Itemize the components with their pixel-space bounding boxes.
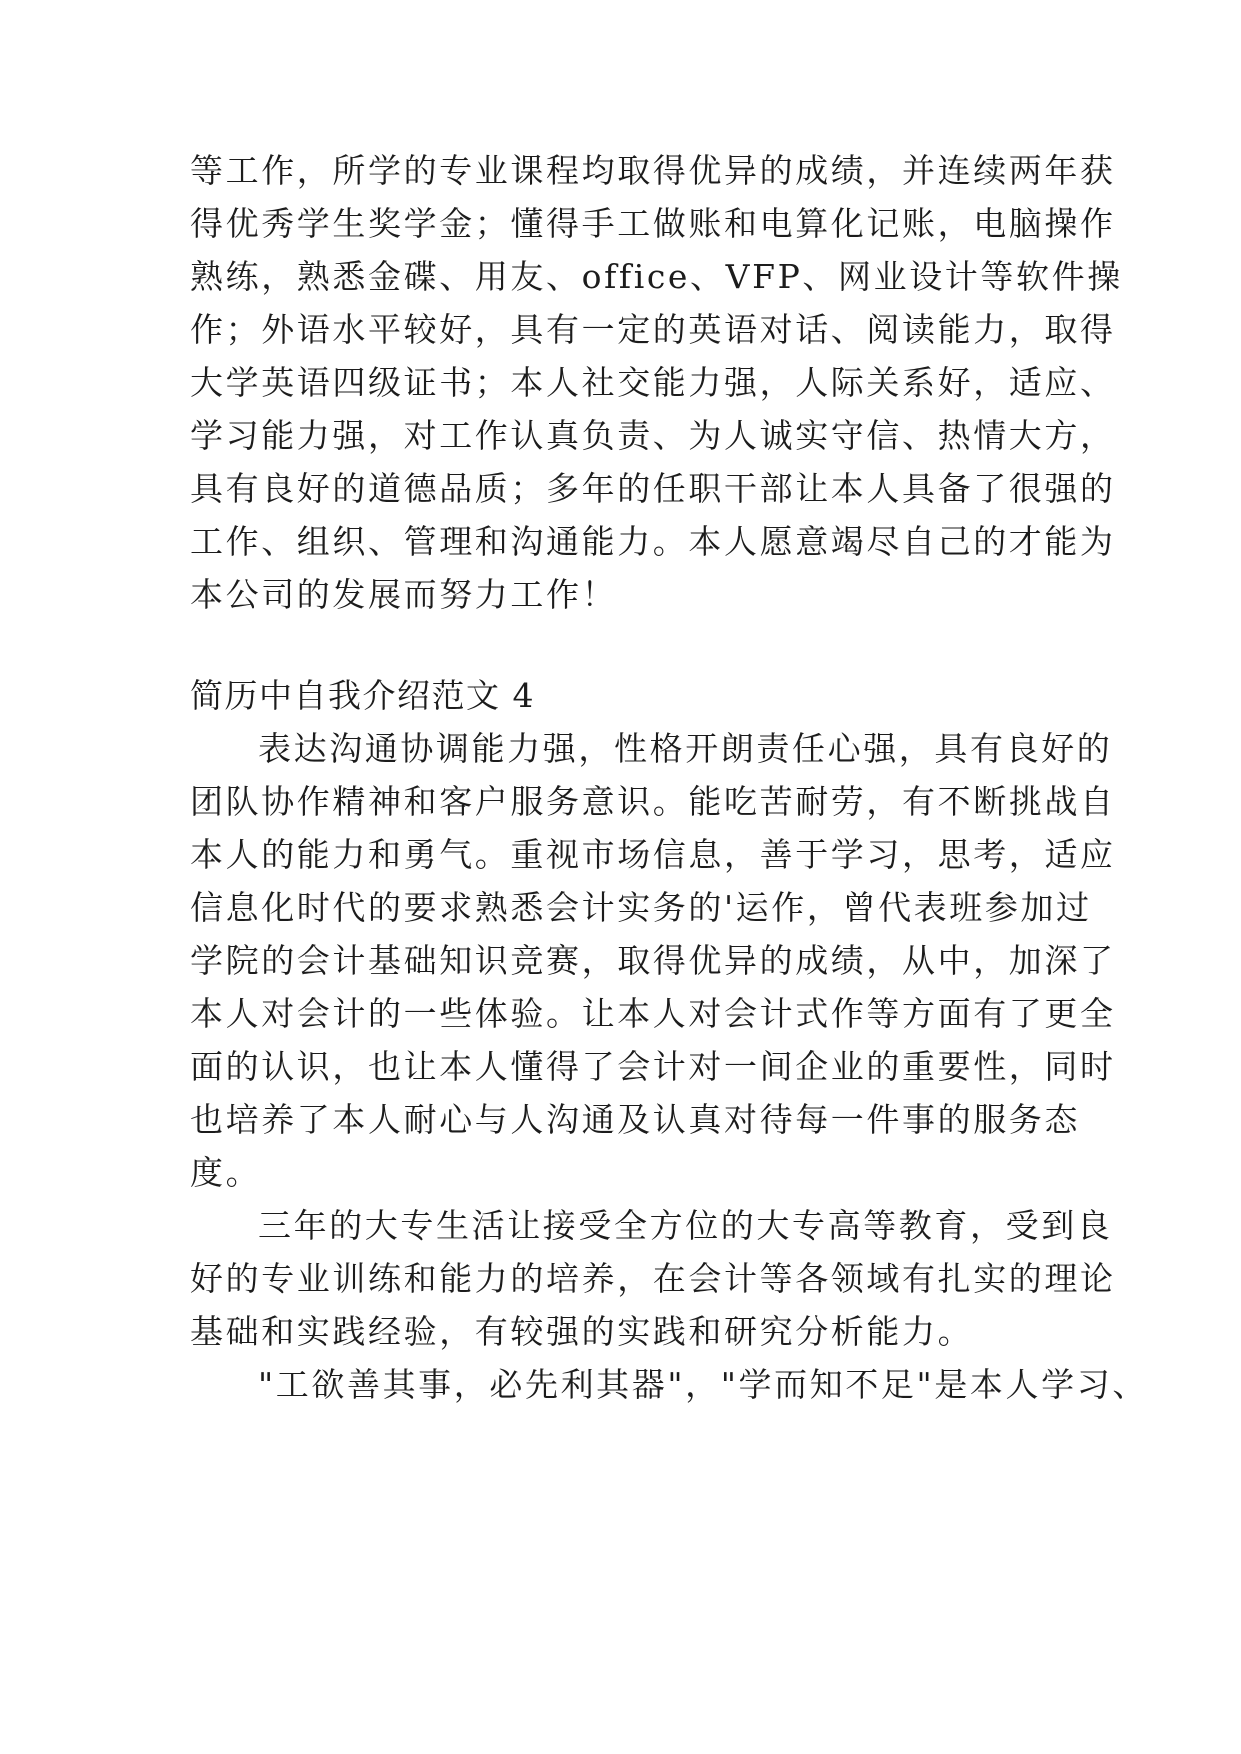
text-line: 本人对会计的一些体验。让本人对会计式作等方面有了更全 bbox=[190, 994, 1116, 1033]
text-line: 面的认识，也让本人懂得了会计对一间企业的重要性，同时 bbox=[190, 1047, 1116, 1086]
text-line: 学习能力强，对工作认真负责、为人诚实守信、热情大方， bbox=[190, 416, 1116, 455]
section-heading: 简历中自我介绍范文 4 bbox=[190, 676, 535, 715]
text-line: 工作、组织、管理和沟通能力。本人愿意竭尽自己的才能为 bbox=[190, 522, 1116, 561]
text-line: 学院的会计基础知识竞赛，取得优异的成绩，从中，加深了 bbox=[190, 941, 1116, 980]
text-line: 基础和实践经验，有较强的实践和研究分析能力。 bbox=[190, 1312, 974, 1351]
text-line: 得优秀学生奖学金；懂得手工做账和电算化记账，电脑操作 bbox=[190, 204, 1116, 243]
text-line: 好的专业训练和能力的培养，在会计等各领域有扎实的理论 bbox=[190, 1259, 1116, 1298]
text-line: 熟练，熟悉金碟、用友、office、VFP、网业设计等软件操 bbox=[190, 257, 1123, 296]
text-line: 大学英语四级证书；本人社交能力强，人际关系好，适应、 bbox=[190, 363, 1116, 402]
text-line: 信息化时代的要求熟悉会计实务的'运作，曾代表班参加过 bbox=[190, 888, 1092, 927]
text-line: 三年的大专生活让接受全方位的大专高等教育，受到良 bbox=[258, 1206, 1113, 1245]
text-line: 也培养了本人耐心与人沟通及认真对待每一件事的服务态 bbox=[190, 1100, 1080, 1139]
text-line: 等工作，所学的专业课程均取得优异的成绩，并连续两年获 bbox=[190, 151, 1116, 190]
text-line: "工欲善其事，必先利其器"，"学而知不足"是本人学习、 bbox=[258, 1365, 1148, 1404]
text-line: 具有良好的道德品质；多年的任职干部让本人具备了很强的 bbox=[190, 469, 1116, 508]
text-line: 团队协作精神和客户服务意识。能吃苦耐劳，有不断挑战自 bbox=[190, 782, 1116, 821]
text-line: 度。 bbox=[190, 1153, 262, 1192]
text-line: 作；外语水平较好，具有一定的英语对话、阅读能力，取得 bbox=[190, 310, 1116, 349]
text-line: 本人的能力和勇气。重视市场信息，善于学习，思考，适应 bbox=[190, 835, 1116, 874]
text-line: 本公司的发展而努力工作！ bbox=[190, 575, 618, 614]
text-line: 表达沟通协调能力强，性格开朗责任心强，具有良好的 bbox=[258, 729, 1113, 768]
